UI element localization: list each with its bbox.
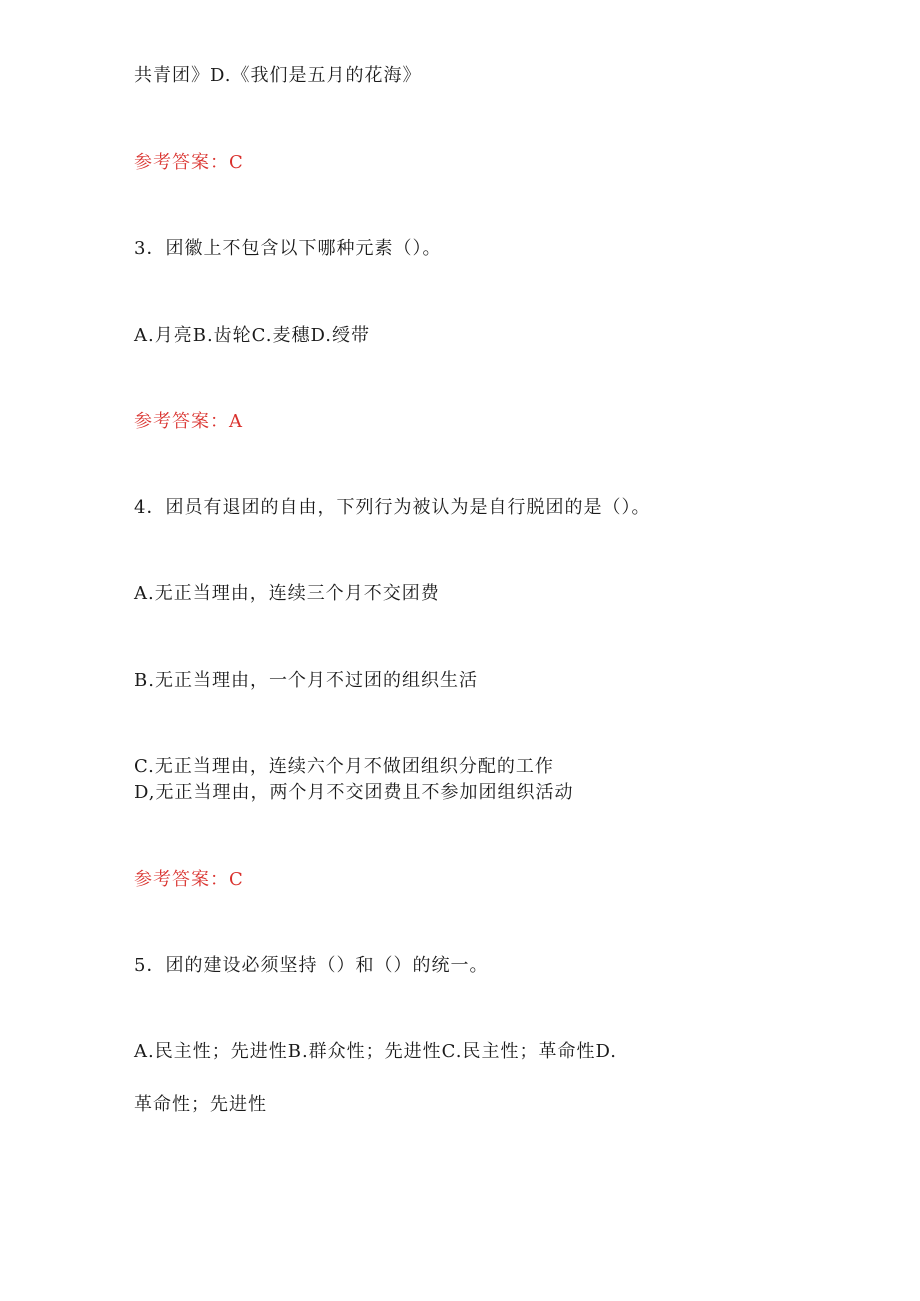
options-q5-line-2: 革命性；先进性	[134, 1094, 267, 1115]
question-4: 4．团员有退团的自由，下列行为被认为是自行脱团的是（）。	[134, 497, 651, 518]
options-q3: A.月亮B.齿轮C.麦穗D.绶带	[134, 325, 371, 346]
option-q4-b: B.无正当理由，一个月不过团的组织生活	[134, 670, 478, 691]
options-q5-line-1: A.民主性；先进性B.群众性；先进性C.民主性；革命性D.	[134, 1041, 618, 1062]
answer-line-q4: 参考答案：C	[134, 869, 244, 890]
question-5: 5．团的建设必须坚持（）和（）的统一。	[134, 955, 489, 976]
question-3: 3．团徽上不包含以下哪种元素（）。	[134, 238, 442, 259]
option-line-q2-d: 共青团》D.《我们是五月的花海》	[134, 65, 422, 86]
answer-line-q3: 参考答案：A	[134, 411, 243, 432]
option-q4-d: D,无正当理由，两个月不交团费且不参加团组织活动	[134, 782, 574, 803]
option-q4-c: C.无正当理由，连续六个月不做团组织分配的工作	[134, 756, 554, 777]
option-q4-a: A.无正当理由，连续三个月不交团费	[134, 583, 440, 604]
answer-line-q2: 参考答案：C	[134, 152, 244, 173]
